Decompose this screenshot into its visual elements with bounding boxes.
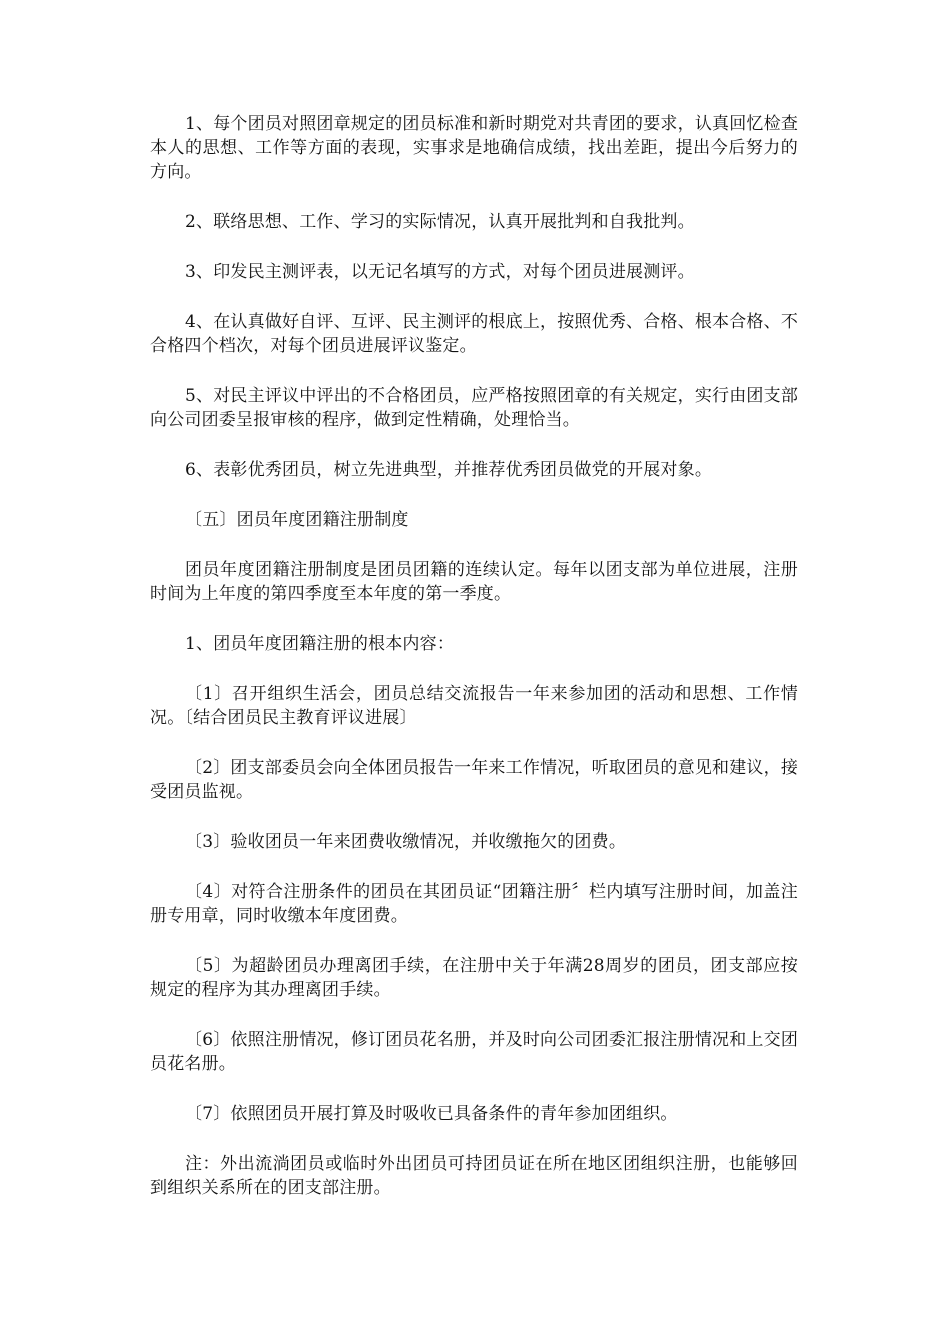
paragraph-registration-contents: 1、团员年度团籍注册的根本内容： (185, 634, 455, 654)
list-item-6: 〔6〕依照注册情况，修订团员花名册，并及时向公司团委汇报注册情况和上交团员花名册。 (150, 1030, 799, 1074)
paragraph-self-review: 1、每个团员对照团章规定的团员标准和新时期党对共青团的要求，认真回忆检查本人的思想、工作等方面的表现，实事求是地确信成绩，找出差距，提出今后努力的方向。 (150, 114, 799, 182)
list-item-5: 〔5〕为超龄团员办理离团手续，在注册中关于年满28周岁的团员，团支部应按规定的程序为其办理离团手续。 (150, 956, 798, 1000)
list-item-2: 〔2〕团支部委员会向全体团员报告一年来工作情况，听取团员的意见和建议，接受团员监视。 (150, 758, 799, 802)
paragraph-note: 注：外出流淌团员或临时外出团员可持团员证在所在地区团组织注册，也能够回到组织关系所在的团支部注册。 (150, 1154, 798, 1198)
paragraph-registration-intro: 团员年度团籍注册制度是团员团籍的连续认定。每年以团支部为单位进展，注册时间为上年度的第四季度至本年度的第一季度。 (150, 560, 798, 604)
list-item-3: 〔3〕验收团员一年来团费收缴情况，并收缴拖欠的团费。 (185, 832, 627, 852)
paragraph-commendation: 6、表彰优秀团员，树立先进典型，并推荐优秀团员做党的开展对象。 (185, 460, 713, 480)
list-item-7: 〔7〕依照团员开展打算及时吸收已具备条件的青年参加团组织。 (185, 1104, 678, 1124)
list-item-1: 〔1〕召开组织生活会，团员总结交流报告一年来参加团的活动和思想、工作情况。〔结合团员民主教育评议进展〕 (150, 684, 798, 728)
paragraph-criticism: 2、联络思想、工作、学习的实际情况，认真开展批判和自我批判。 (185, 212, 695, 232)
paragraph-democratic-survey: 3、印发民主测评表，以无记名填写的方式，对每个团员进展测评。 (185, 262, 695, 282)
document-body (150, 112, 798, 1226)
paragraph-grading: 4、在认真做好自评、互评、民主测评的根底上，按照优秀、合格、根本合格、不合格四个档次，对每个团员进展评议鉴定。 (150, 312, 799, 356)
list-item-4: 〔4〕对符合注册条件的团员在其团员证“团籍注册〞栏内填写注册时间，加盖注册专用章，同时收缴本年度团费。 (150, 882, 798, 926)
section-heading-registration: 〔五〕团员年度团籍注册制度 (185, 510, 409, 530)
paragraph-unqualified-members: 5、对民主评议中评出的不合格团员，应严格按照团章的有关规定，实行由团支部向公司团委呈报审核的程序，做到定性精确，处理恰当。 (150, 386, 799, 430)
